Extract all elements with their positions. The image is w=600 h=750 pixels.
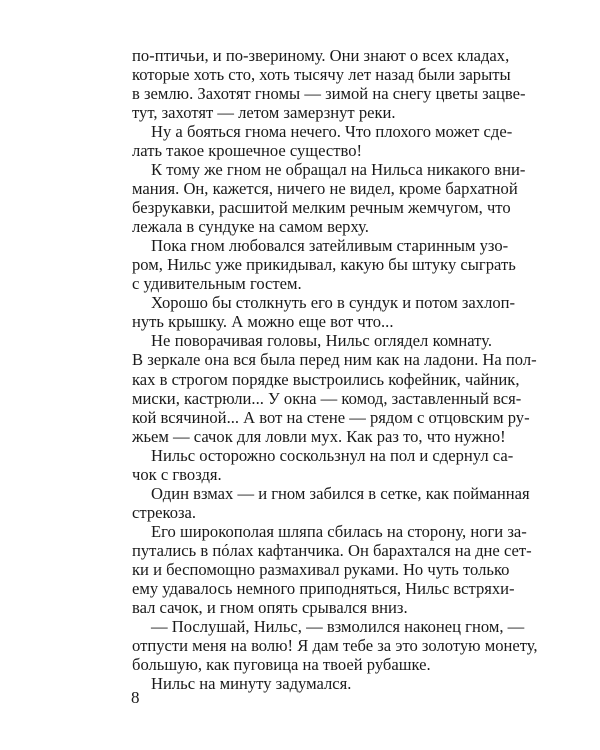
text-line: Один взмах — и гном забился в сетке, как пойманная: [151, 483, 530, 503]
text-line: путались в пóлах кафтанчика. Он барахтался на дне сет-: [132, 540, 532, 560]
text-line: Хорошо бы столкнуть его в сундук и потом захлоп-: [151, 293, 516, 313]
text-line: Пока гном любовался затейливым старинным узо-: [151, 236, 509, 256]
text-line: вал сачок, и гном опять срывался вниз.: [132, 597, 408, 617]
text-line: нуть крышку. А можно еще вот что...: [132, 312, 394, 332]
text-line: тут, захотят — летом замерзнут реки.: [132, 103, 396, 123]
text-line: ему удавалось немного приподняться, Нильс встряхи-: [132, 578, 515, 598]
text-line: по-птичьи, и по-звериному. Они знают о всех кладах,: [132, 46, 510, 65]
text-line: Ну а бояться гнома нечего. Что плохого может сде-: [151, 122, 513, 142]
text-line: Не поворачивая головы, Нильс оглядел комнату.: [151, 331, 492, 351]
text-line: стрекоза.: [132, 502, 197, 522]
text-line: Нильс на минуту задумался.: [151, 674, 352, 693]
text-line: ках в строгом порядке выстроились кофейник, чайник,: [132, 369, 520, 389]
text-line: ки и беспомощно размахивал руками. Но чуть только: [132, 559, 510, 579]
text-line: Его широкополая шляпа сбилась на сторону, ноги за-: [151, 521, 527, 541]
text-line: чок с гвоздя.: [132, 464, 222, 484]
text-line: большую, как пуговица на твоей рубашке.: [132, 654, 431, 674]
text-line: кой всячиной... А вот на стене — рядом с отцовским ру-: [132, 407, 530, 427]
text-line: Нильс осторожно соскользнул на пол и сдернул са-: [151, 445, 514, 465]
text-line: мания. Он, кажется, ничего не видел, кроме бархатной: [132, 179, 518, 199]
text-line: ром, Нильс уже прикидывал, какую бы штуку сыграть: [132, 255, 516, 275]
text-line: отпусти меня на волю! Я дам тебе за это золотую монету,: [132, 635, 538, 655]
text-line: В зеркале она вся была перед ним как на ладони. На пол-: [132, 350, 537, 370]
text-line: которые хоть сто, хоть тысячу лет назад были зарыты: [132, 65, 511, 85]
text-line: лежала в сундуке на самом верху.: [132, 217, 369, 237]
text-line: в землю. Захотят гномы — зимой на снегу цветы зацве-: [132, 84, 526, 104]
text-line: К тому же гном не обращал на Нильса никакого вни-: [151, 160, 526, 180]
text-line: безрукавки, расшитой мелким речным жемчугом, что: [132, 198, 511, 218]
text-line: миски, кастрюли... У окна — комод, заставленный вся-: [132, 388, 522, 408]
text-line: жьем — сачок для ловли мух. Как раз то, что нужно!: [132, 426, 506, 446]
text-line: — Послушай, Нильс, — взмолился наконец гном, —: [151, 616, 525, 636]
page-number: 8: [131, 688, 140, 707]
text-line: лать такое крошечное существо!: [132, 141, 363, 161]
text-line: с удивительным гостем.: [132, 274, 302, 294]
